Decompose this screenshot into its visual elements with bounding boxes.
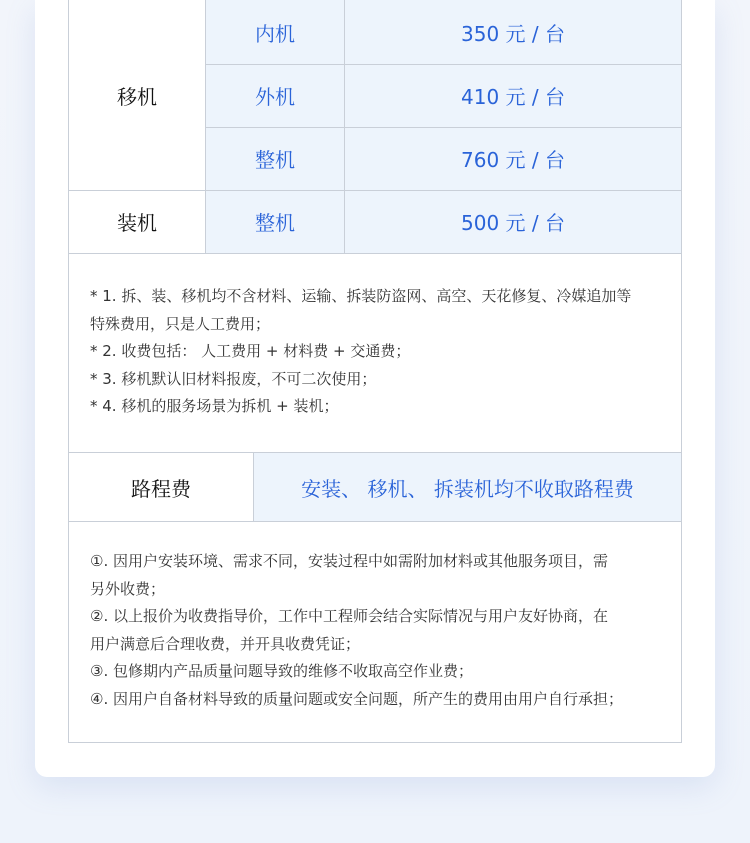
note-line: ③. 包修期内产品质量问题导致的维修不收取高空作业费； xyxy=(90,662,473,680)
row-divider-3 xyxy=(68,190,681,191)
price-cell-outdoor: 410 元 / 台 xyxy=(345,64,681,127)
note-line: * 4. 移机的服务场景为拆机 + 装机； xyxy=(90,397,339,415)
table-border-right xyxy=(681,0,682,743)
table-border-left xyxy=(68,0,69,743)
row-divider-4 xyxy=(68,253,681,254)
table-border-bottom xyxy=(68,742,682,743)
travel-fee-value: 安装、 移机、 拆装机均不收取路程费 xyxy=(254,453,681,521)
note-line: ②. 以上报价为收费指导价，工作中工程师会结合实际情况与用户友好协商，在 xyxy=(90,607,608,625)
note-line: 另外收费； xyxy=(90,579,166,598)
notes-block-1 xyxy=(90,283,665,421)
item-cell-indoor: 内机 xyxy=(206,0,344,64)
travel-fee-label: 路程费 xyxy=(69,453,253,521)
price-cell-indoor: 350 元 / 台 xyxy=(345,0,681,64)
price-cell-whole-install: 500 元 / 台 xyxy=(345,190,681,253)
item-cell-whole-move: 整机 xyxy=(206,127,344,190)
note-line: 用户满意后合理收费，并开具收费凭证； xyxy=(90,634,361,653)
note-line: 特殊费用，只是人工费用； xyxy=(90,314,271,333)
note-line: ④. 因用户自备材料导致的质量问题或安全问题，所产生的费用由用户自行承担； xyxy=(90,689,623,708)
row-divider-1 xyxy=(205,64,681,65)
row-divider-6 xyxy=(68,521,681,522)
note-line: * 1. 拆、装、移机均不含材料、运输、拆装防盗网、高空、天花修复、冷媒追加等 xyxy=(90,287,632,305)
notes-block-2 xyxy=(90,548,665,713)
group-label-move: 移机 xyxy=(69,0,205,190)
note-line: ①. 因用户安装环境、需求不同，安装过程中如需附加材料或其他服务项目，需 xyxy=(90,552,608,570)
item-cell-outdoor: 外机 xyxy=(206,64,344,127)
note-line: * 2. 收费包括： 人工费用 + 材料费 + 交通费； xyxy=(90,342,411,360)
item-cell-whole-install: 整机 xyxy=(206,190,344,253)
group-label-install: 装机 xyxy=(69,190,205,253)
row-divider-2 xyxy=(205,127,681,128)
price-cell-whole-move: 760 元 / 台 xyxy=(345,127,681,190)
note-line: * 3. 移机默认旧材料报废，不可二次使用； xyxy=(90,369,377,388)
